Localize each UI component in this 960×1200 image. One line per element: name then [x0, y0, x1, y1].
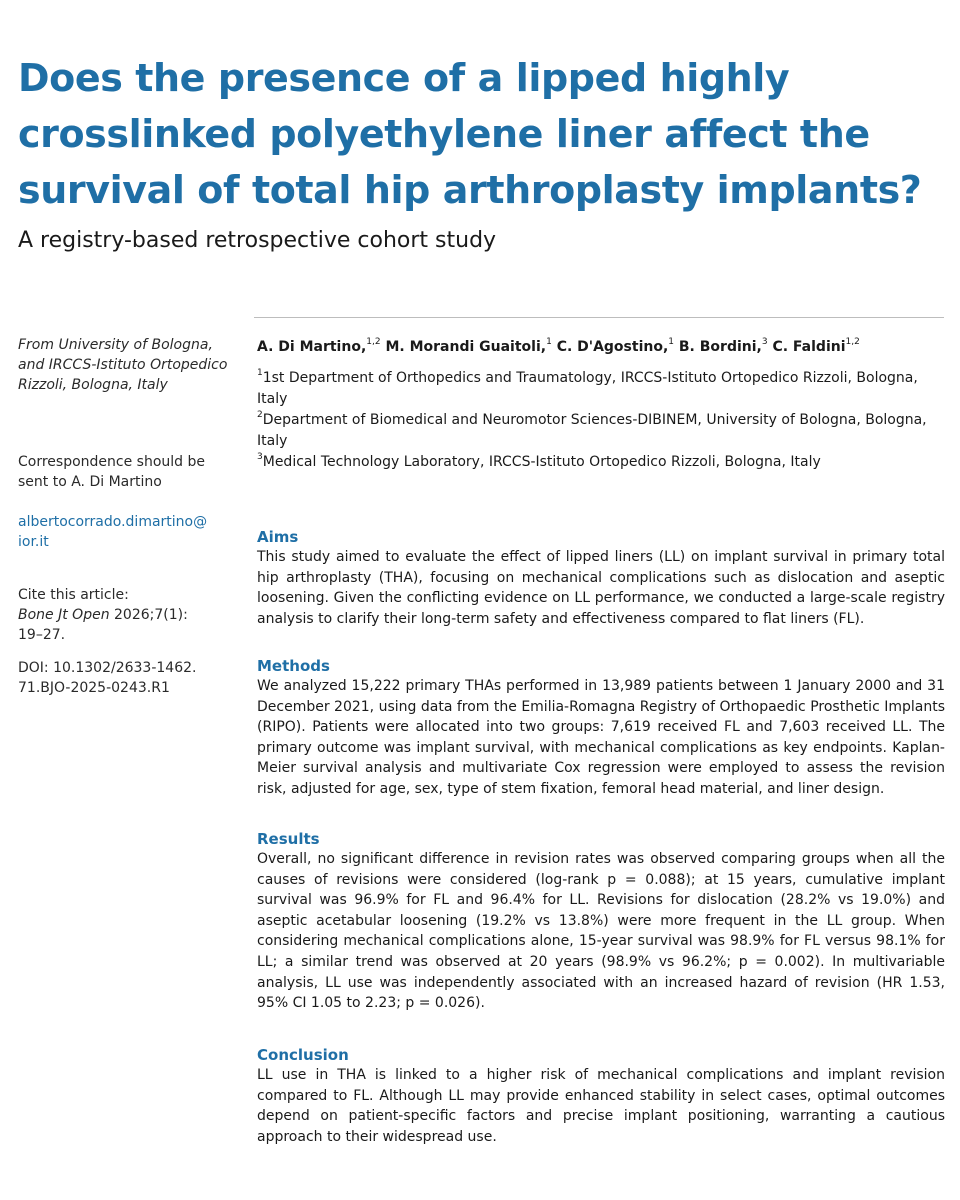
- author-list: [257, 337, 947, 357]
- affiliation-list: [257, 368, 947, 473]
- cite-details: 2026;7(1): 19–27.: [18, 607, 188, 643]
- cite-journal: Bone Jt Open: [18, 607, 110, 623]
- header-divider: [254, 317, 944, 318]
- abstract-methods-section: [257, 656, 945, 800]
- author: C. D'Agostino,$^1$: [551, 337, 675, 355]
- conclusion-text: LL use in THA is linked to a higher risk of mechanical complications and implant revision compared to FL. Although LL may provide enhanced stability in select cases, optimal outcomes depend on patient-specific factors and precise implant positioning, warranting a cautious approach to their widespread use.: [257, 1067, 945, 1145]
- affiliation-item: $^2$Department of Biomedical and Neuromotor Sciences-DIBINEM, University of Bologna, Bologna, Italy: [257, 410, 927, 449]
- abstract-aims-section: [257, 527, 945, 629]
- author: A. Di Martino,$^{1,2}$: [257, 337, 381, 355]
- affiliation-item: $^3$Medical Technology Laboratory, IRCCS-Istituto Ortopedico Rizzoli, Bologna, Italy: [257, 452, 821, 470]
- correspondence-block: [18, 432, 233, 572]
- results-heading: Results: [257, 830, 320, 848]
- citation-block: [18, 585, 233, 645]
- aims-heading: Aims: [257, 528, 299, 546]
- correspondence-text: Correspondence should be sent to A. Di Martino: [18, 454, 205, 490]
- sidebar-affiliation: From University of Bologna, and IRCCS-Istituto Ortopedico Rizzoli, Bologna, Italy: [18, 337, 228, 393]
- doi: DOI: 10.1302/2633-1462. 71.BJO-2025-0243.R1: [18, 660, 197, 696]
- conclusion-heading: Conclusion: [257, 1046, 349, 1064]
- methods-heading: Methods: [257, 657, 330, 675]
- abstract-results-section: [257, 829, 945, 1014]
- methods-text: We analyzed 15,222 primary THAs performed in 13,989 patients between 1 January 2000 and 31 December 2021, using data from the Emilia-Romagna Registry of Orthopaedic Prosthetic Implants (RIPO). Patients were allocated into two groups: 7,619 received FL and 7,603 received LL. The primary outcome was implant survival, with mechanical complications as key endpoints. Kaplan-Meier survival analysis and multivariate Cox regression were employed to assess the revision risk, adjusted for age, sex, type of stem fixation, femoral head material, and liner design.: [257, 678, 945, 797]
- affiliation-item: $^1$1st Department of Orthopedics and Traumatology, IRCCS-Istituto Ortopedico Rizzoli, Bologna, Italy: [257, 368, 918, 407]
- article-title: Does the presence of a lipped highly crosslinked polyethylene liner affect the survival of total hip arthroplasty implants?: [18, 56, 922, 212]
- results-text: Overall, no significant difference in revision rates was observed comparing groups when all the causes of revisions were considered (log-rank p = 0.088); at 15 years, cumulative implant survival was 96.9% for FL and 96.4% for LL. Revisions for dislocation (28.2% vs 19.0%) and aseptic acetabular loosening (19.2% vs 13.8%) were more frequent in the LL group. When considering mechanical complications alone, 15-year survival was 98.9% for FL versus 98.1% for LL; a similar trend was observed at 20 years (98.9% vs 96.2%; p = 0.002). In multivariable analysis, LL use was independently associated with an increased hazard of revision (HR 1.53, 95% CI 1.05 to 2.23; p = 0.026).: [257, 851, 945, 1012]
- abstract-conclusion-section: [257, 1045, 945, 1147]
- author: B. Bordini,$^3$: [674, 337, 768, 355]
- author: M. Morandi Guaitoli,$^1$: [380, 337, 552, 355]
- cite-label: Cite this article:: [18, 587, 129, 603]
- correspondence-email-link[interactable]: albertocorrado.dimartino@ ior.it: [18, 514, 208, 550]
- aims-text: This study aimed to evaluate the effect of lipped liners (LL) on implant survival in primary total hip arthroplasty (THA), focusing on mechanical complications such as dislocation and aseptic loosening. Given the conflicting evidence on LL performance, we conducted a large-scale registry analysis to clarify their long-term safety and effectiveness compared to flat liners (FL).: [257, 549, 945, 627]
- sidebar: [18, 335, 233, 698]
- cite-reference: [18, 605, 233, 645]
- author: C. Faldini$^{1,2}$: [767, 337, 860, 355]
- article-subtitle: A registry-based retrospective cohort study: [18, 228, 497, 253]
